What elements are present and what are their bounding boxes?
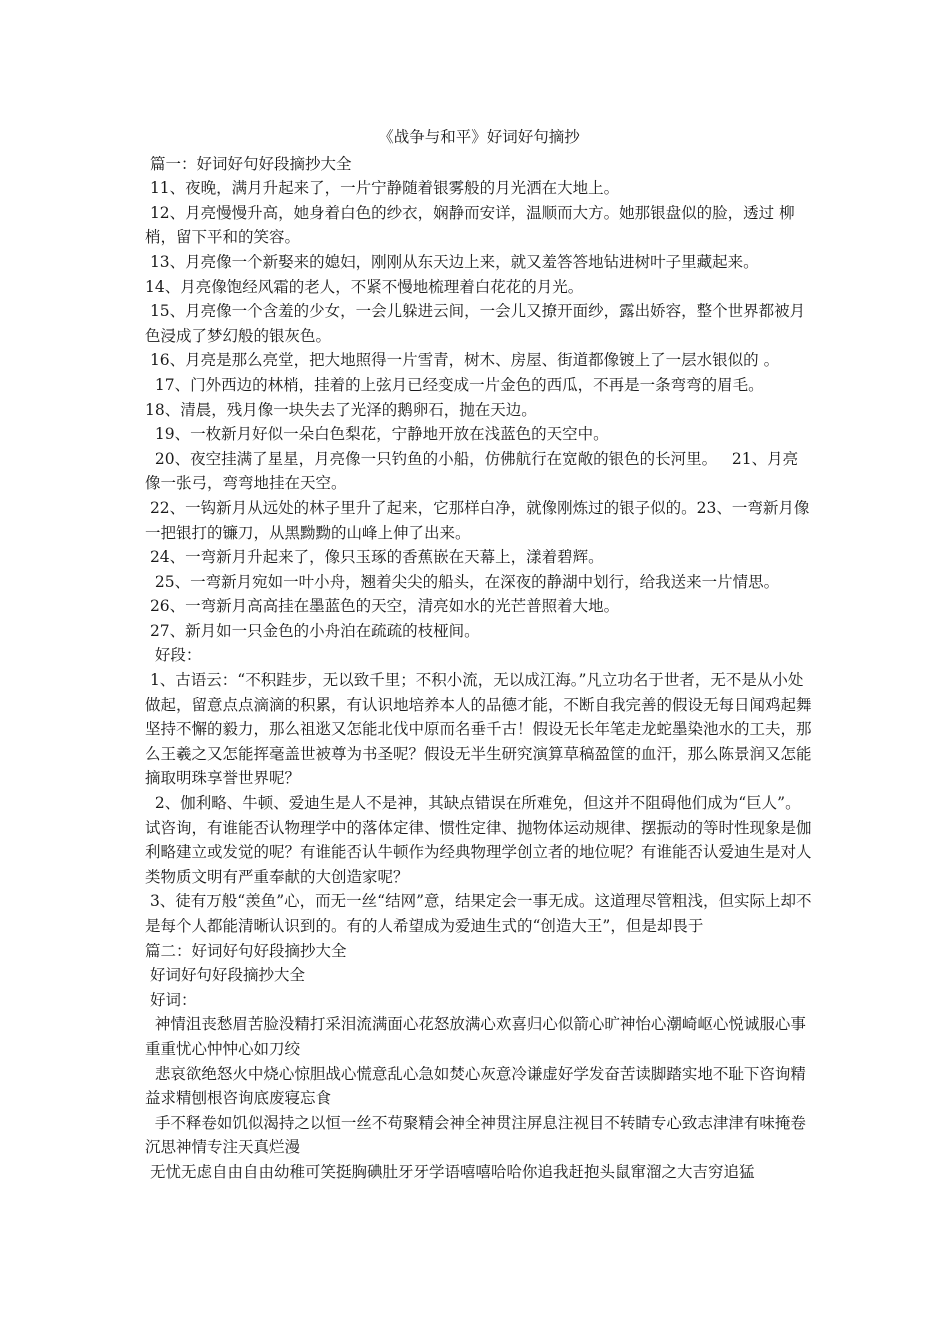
- sentence-24: 24、一弯新月升起来了，像只玉琢的香蕉嵌在天幕上，漾着碧辉。: [145, 548, 604, 567]
- paragraph-3: 3、徒有万般“羡鱼”心，而无一丝“结网”意，结果定会一事无成。这道理尽管粗浅，但实际上却不是每个人都能清晰认识到的。有的人希望成为爱迪生式的“创造大王”，但是却畏于: [145, 892, 812, 935]
- sentence-17: 17、门外西边的林梢，挂着的上弦月已经变成一片金色的西瓜，不再是一条弯弯的眉毛。: [145, 375, 764, 394]
- words-group-2: 悲哀欲绝怒火中烧心惊胆战心慌意乱心急如焚心灰意冷谦虚好学发奋苦读脚踏实地不耻下咨询精益求精刨根咨询底废寝忘食: [145, 1064, 806, 1108]
- paragraph-1: 1、古语云：“不积跬步，无以致千里；不积小流，无以成江海。”凡立功名于世者，无不是从小处做起，留意点点滴滴的积累，有认识地培养本人的品德才能，不断自我完善的假设无每日闻鸡起舞坚持不懈的毅力，那么祖逖又怎能北伐中原而名垂千古！假设无长年笔走龙蛇墨染池水的工夫，那么王羲之又怎能挥毫盖世被尊为书圣呢？假设无半生研究演算草稿盈筐的血汗，那么陈景润又怎能摘取明珠享誉世界呢？: [145, 671, 812, 788]
- sentence-22-23: 22、一钩新月从远处的林子里升了起来，它那样白净，就像刚炼过的银子似的。23、一弯新月像一把银打的镰刀，从黑黝黝的山峰上伸了出来。: [145, 498, 810, 542]
- sentence-11: 11、夜晚，满月升起来了，一片宁静随着银雾般的月光洒在大地上。: [145, 179, 620, 198]
- sentence-26: 26、一弯新月高高挂在墨蓝色的天空，清亮如水的光芒普照着大地。: [145, 597, 620, 616]
- heading-good-paragraphs: 好段：: [145, 646, 202, 665]
- heading-part-one: 篇一：好词好句好段摘抄大全: [145, 154, 352, 173]
- sentence-12: 12、月亮慢慢升高，她身着白色的纱衣，娴静而安详，温顺而大方。她那银盘似的脸，透过 柳梢，留下平和的笑容。: [145, 203, 795, 247]
- words-group-4: 无忧无虑自由自由幼稚可笑挺胸碘肚牙牙学语嘻嘻哈哈你追我赶抱头鼠窜溜之大吉穷追猛: [145, 1162, 755, 1181]
- words-group-1: 神情沮丧愁眉苦脸没精打采泪流满面心花怒放满心欢喜归心似箭心旷神怡心潮崎岖心悦诚服心事重重忧心忡忡心如刀绞: [145, 1015, 806, 1058]
- sentence-18: 18、清晨，残月像一块失去了光泽的鹅卵石，抛在天边。: [145, 400, 537, 419]
- sentence-20-21: 20、夜空挂满了星星，月亮像一只钓鱼的小船，仿佛航行在宽敞的银色的长河里。 21、月亮像一张弓，弯弯地挂在天空。: [145, 449, 799, 493]
- sentence-25: 25、一弯新月宛如一叶小舟，翘着尖尖的船头，在深夜的静湖中划行，给我送来一片情思。: [145, 572, 780, 591]
- document-body: [145, 152, 813, 1185]
- sentence-16: 16、月亮是那么亮堂，把大地照得一片雪青，树木、房屋、街道都像镀上了一层水银似的 。: [145, 351, 780, 370]
- sentence-19: 19、一枚新月好似一朵白色梨花，宁静地开放在浅蓝色的天空中。: [145, 425, 609, 444]
- sentence-14: 14、月亮像饱经风霜的老人，不紧不慢地梳理着白花花的月光。: [145, 277, 584, 296]
- paragraph-2: 2、伽利略、牛顿、爱迪生是人不是神，其缺点错误在所难免，但这并不阻碍他们成为“巨人”。试咨询，有谁能否认物理学中的落体定律、惯性定律、抛物体运动规律、摆振动的等时性现象是伽利略建立或发觉的呢？有谁能否认牛顿作为经典物理学创立者的地位呢？有谁能否认爱迪生是对人类物质文明有严重奉献的大创造家呢？: [145, 794, 812, 886]
- subheading-collection: 好词好句好段摘抄大全: [145, 966, 305, 985]
- words-group-3: 手不释卷如饥似渴持之以恒一丝不苟聚精会神全神贯注屏息注视目不转睛专心致志津津有味掩卷沉思神情专注天真烂漫: [145, 1113, 806, 1157]
- sentence-15: 15、月亮像一个含羞的少女，一会儿躲进云间，一会儿又撩开面纱，露出娇容，整个世界都被月色浸成了梦幻般的银灰色。: [145, 302, 806, 345]
- heading-part-two: 篇二：好词好句好段摘抄大全: [145, 941, 347, 960]
- sentence-27: 27、新月如一只金色的小舟泊在疏疏的枝桠间。: [145, 621, 480, 640]
- document-page: [145, 125, 813, 1185]
- heading-good-words: 好词：: [145, 990, 197, 1009]
- document-title: 《战争与和平》好词好句摘抄: [378, 128, 580, 146]
- sentence-13: 13、月亮像一个新娶来的媳妇，刚刚从东天边上来，就又羞答答地钻进树叶子里藏起来。: [145, 252, 759, 271]
